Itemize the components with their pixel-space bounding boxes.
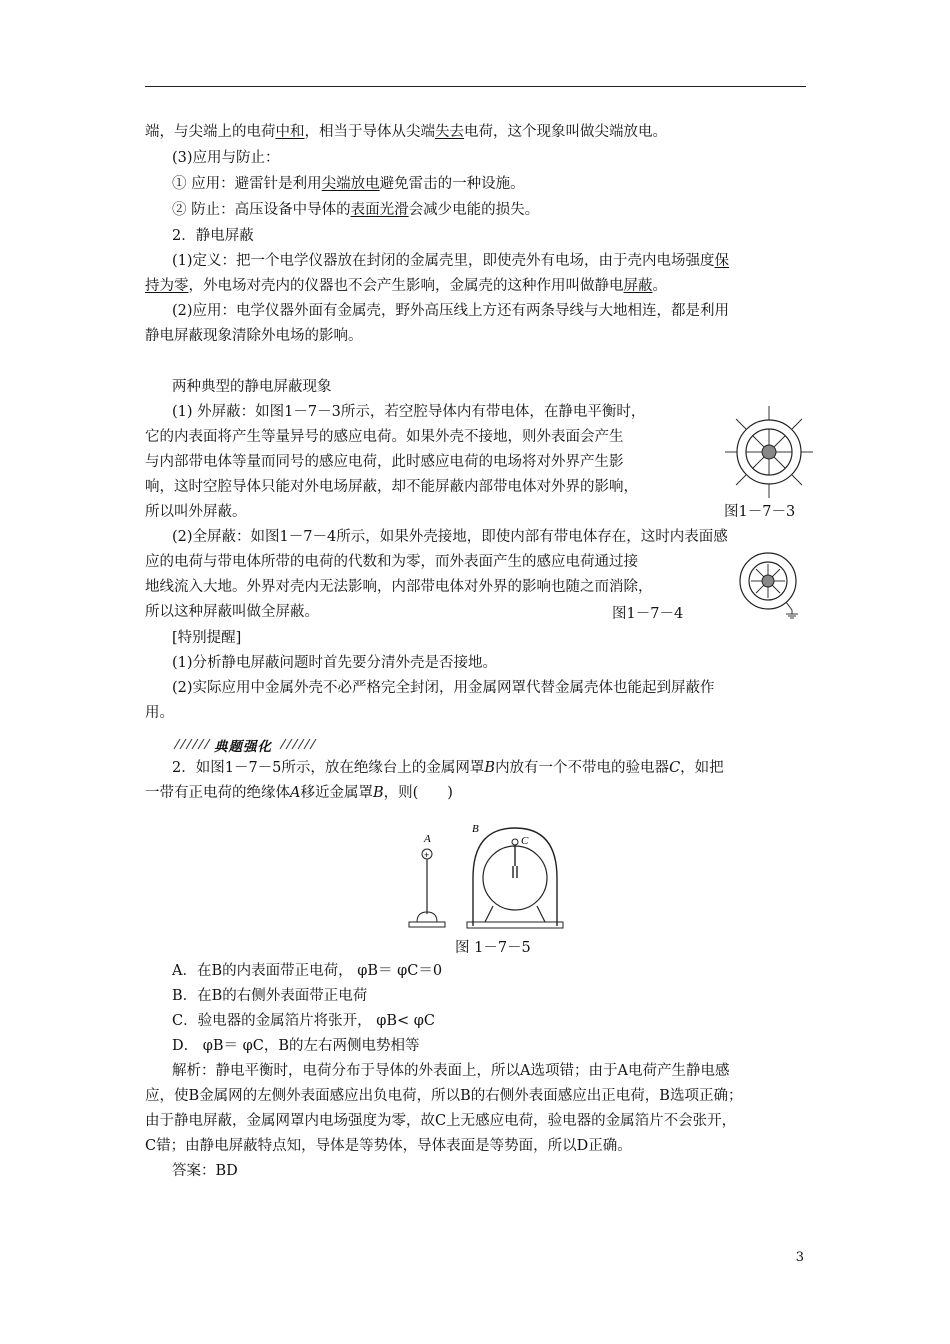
text-line: 所以叫外屏蔽。 — [145, 504, 247, 520]
solution-line: 由于静电屏蔽，金属网罩内电场强度为零，故C上无感应电荷，验电器的金属箔片不会张开， — [145, 1113, 737, 1129]
option-c: C．验电器的金属箔片将张开， φB< φC — [172, 1013, 436, 1029]
option-b: B．在B的右侧外表面带正电荷 — [172, 988, 368, 1004]
label-a: A — [424, 833, 431, 845]
figure-full-shielding — [736, 550, 806, 620]
figure-caption: 图1－7－4 — [612, 606, 684, 622]
figure-outer-shielding — [724, 402, 814, 502]
text-line: (1)定义：把一个电学仪器放在封闭的金属壳里，即使壳外有电场，由于壳内电场强度保 — [172, 253, 730, 269]
figure-caption: 图1－7－3 — [724, 504, 796, 520]
text-line: 用。 — [145, 705, 174, 721]
solution-line: 应，使B金属网的左侧外表面感应出负电荷，所以B的右侧外表面感应出正电荷，B选项正确； — [145, 1088, 743, 1104]
text-line: 应的电荷与带电体所带的电荷的代数和为零，而外表面产生的感应电荷通过接 — [145, 554, 638, 570]
text-line: (1)分析静电屏蔽问题时首先要分清外壳是否接地。 — [172, 655, 498, 671]
question-line: 一带有正电荷的绝缘体A移近金属罩B，则( ) — [145, 785, 453, 801]
text-line: 静电屏蔽现象清除外电场的影响。 — [145, 328, 363, 344]
text-line: 它的内表面将产生等量异号的感应电荷。如果外壳不接地，则外表面会产生 — [145, 429, 624, 445]
page-number: 3 — [795, 1250, 804, 1265]
answer-line: 答案：BD — [172, 1163, 238, 1179]
section-heading: 2．静电屏蔽 — [172, 228, 254, 244]
text-line: (3)应用与防止： — [172, 150, 280, 166]
option-a: A．在B的内表面带正电荷， φB＝ φC＝0 — [172, 963, 443, 979]
option-d: D． φB＝ φC，B的左右两侧电势相等 — [172, 1038, 420, 1054]
text-line: (1) 外屏蔽：如图1－7－3所示，若空腔导体内有带电体，在静电平衡时， — [172, 404, 646, 420]
solution-line: 解析：静电平衡时，电荷分布于导体的外表面上，所以A选项错；由于A电荷产生静电感 — [172, 1063, 730, 1079]
label-b: B — [472, 823, 479, 835]
note-heading: [特别提醒] — [172, 630, 242, 646]
text-line: 响，这时空腔导体只能对外电场屏蔽，却不能屏蔽内部带电体对外界的影响， — [145, 479, 638, 495]
figure-metal-mesh-cage — [405, 818, 570, 930]
svg-text:+: + — [424, 850, 430, 860]
question-line: 2．如图1－7－5所示，放在绝缘台上的金属网罩B内放有一个不带电的验电器C，如把 — [172, 760, 724, 776]
subsection-heading: 两种典型的静电屏蔽现象 — [172, 379, 332, 395]
figure-caption: 图 1－7－5 — [455, 940, 531, 956]
text-line: ② 防止：高压设备中导体的表面光滑会减少电能的损失。 — [172, 202, 540, 218]
text-line: 地线流入大地。外界对壳内无法影响，内部带电体对外界的影响也随之而消除， — [145, 579, 653, 595]
text-line: 持为零，外电场对壳内的仪器也不会产生影响，金属壳的这种作用叫做静电屏蔽。 — [145, 278, 667, 294]
text-line: ① 应用：避雷针是利用尖端放电避免雷击的一种设施。 — [172, 176, 525, 192]
text-line: 所以这种屏蔽叫做全屏蔽。 — [145, 604, 319, 620]
text-line: 端，与尖端上的电荷中和，相当于导体从尖端失去电荷，这个现象叫做尖端放电。 — [145, 124, 667, 140]
header-rule — [145, 86, 806, 87]
solution-line: C错；由静电屏蔽特点知，导体是等势体，导体表面是等势面，所以D正确。 — [145, 1138, 632, 1154]
label-c: C — [521, 835, 529, 847]
text-line: (2)实际应用中金属外壳不必严格完全封闭，用金属网罩代替金属壳体也能起到屏蔽作 — [172, 680, 715, 696]
text-line: (2)应用：电学仪器外面有金属壳，野外高压线上方还有两条导线与大地相连，都是利用 — [172, 303, 730, 319]
text-line: (2)全屏蔽：如图1－7－4所示，如果外壳接地，即使内部有带电体存在，这时内表面感 — [172, 529, 728, 545]
section-banner — [172, 735, 317, 753]
banner-label: 典题强化 — [214, 739, 272, 755]
text-line: 与内部带电体等量而同号的感应电荷，此时感应电荷的电场将对外界产生影 — [145, 454, 624, 470]
